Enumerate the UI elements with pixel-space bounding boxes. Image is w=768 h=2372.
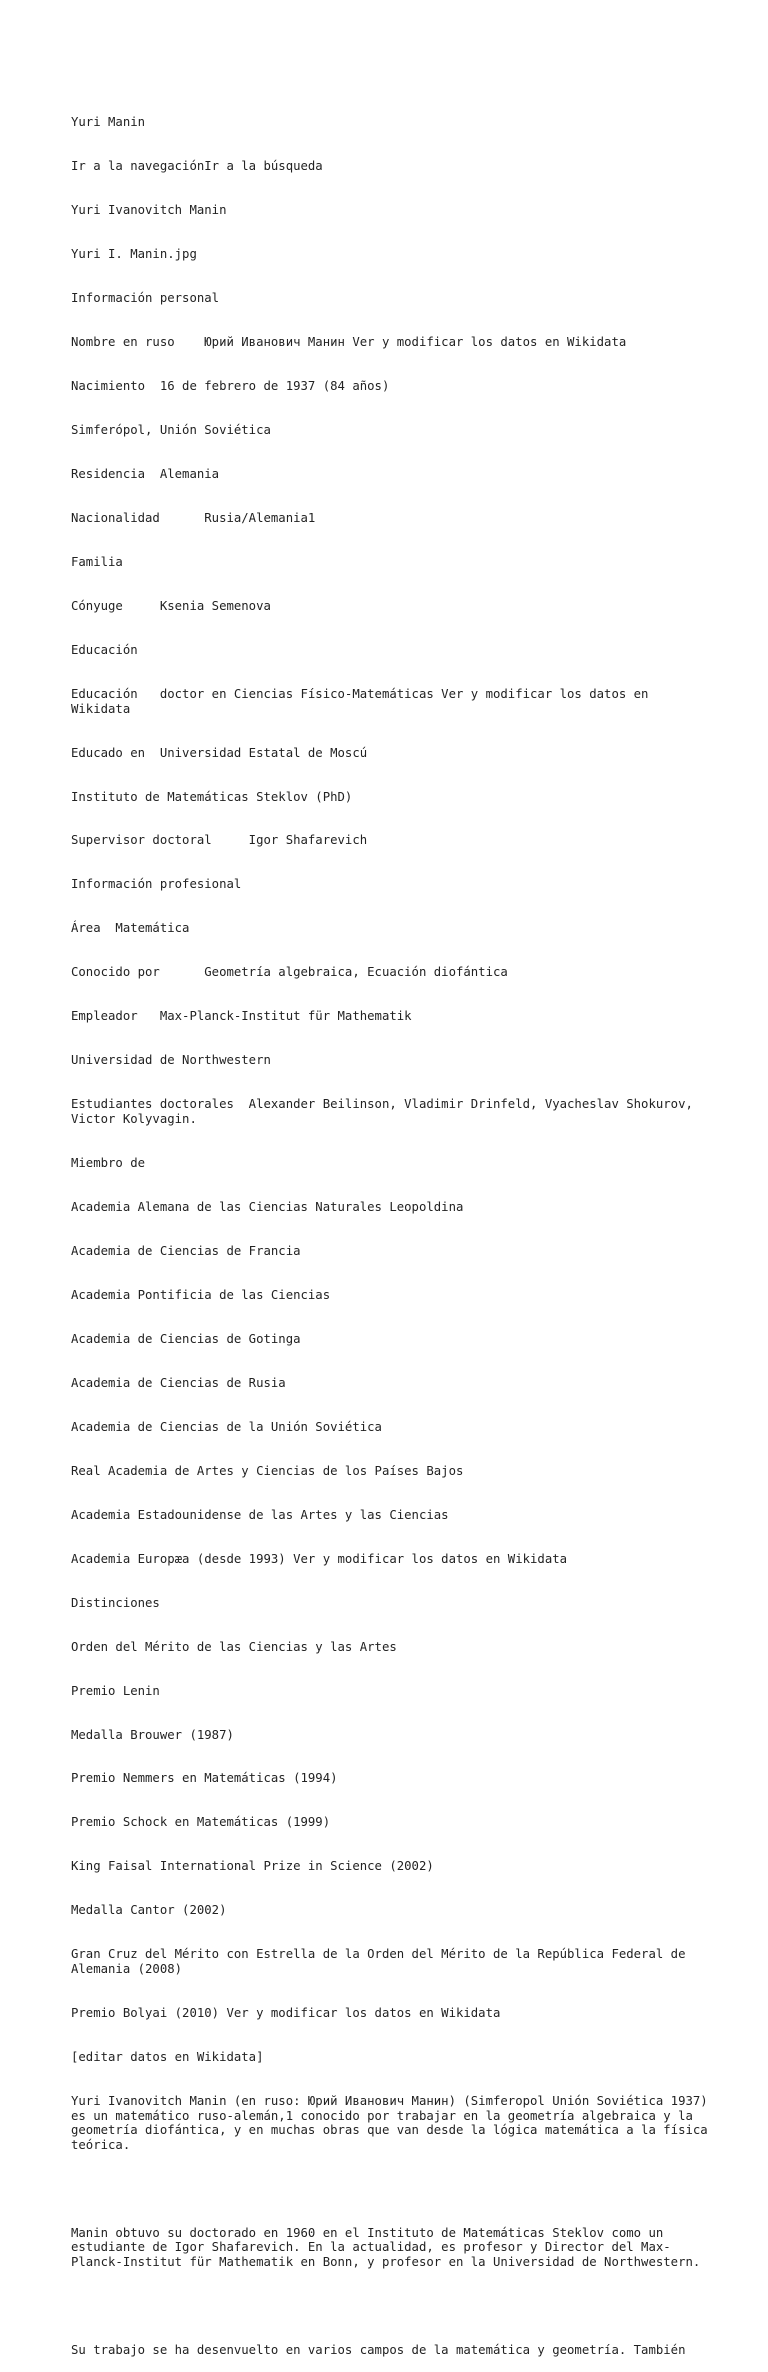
award-item: Premio Schock en Matemáticas (1999) xyxy=(71,1815,331,1830)
infobox-row-employer: Empleador Max-Planck-Institut für Mathematik xyxy=(71,1009,412,1024)
page-title: Yuri Manin xyxy=(71,115,146,130)
infobox-row-russian-name: Nombre en ruso Юрий Иванович Манин Ver y modificar los datos en Wikidata xyxy=(71,335,627,350)
membership-item: Academia Estadounidense de las Artes y las Ciencias xyxy=(71,1507,449,1522)
intro-paragraph: Yuri Ivanovitch Manin (en ruso: Юрий Иванович Манин) (Simferopol Unión Soviética 1937) es un matemático ruso-alemán,1 conocido por trabajar en la geometría algebraica y la geometría diofántica, y en muchas obras que van desde la lógica matemática a la física teórica. xyxy=(71,2093,716,2152)
infobox-row-employer-2: Universidad de Northwestern xyxy=(71,1053,271,1068)
infobox-row-field: Área Matemática xyxy=(71,921,190,936)
section-heading-distinctions: Distinciones xyxy=(71,1595,160,1610)
infobox-row-birth: Nacimiento 16 de febrero de 1937 (84 años) xyxy=(71,379,390,394)
document-body xyxy=(71,86,716,2372)
membership-item: Academia de Ciencias de Gotinga xyxy=(71,1331,301,1346)
infobox-row-doctoral-students: Estudiantes doctorales Alexander Beilinson, Vladimir Drinfeld, Vyacheslav Shokurov, Victor Kolyvagin. xyxy=(71,1097,701,1126)
infobox-row-known-for: Conocido por Geometría algebraica, Ecuación diofántica xyxy=(71,965,508,980)
skip-links[interactable]: Ir a la navegaciónIr a la búsqueda xyxy=(71,159,323,174)
section-heading-professional-info: Información profesional xyxy=(71,877,242,892)
membership-item: Academia Pontificia de las Ciencias xyxy=(71,1287,331,1302)
section-heading-education: Educación xyxy=(71,642,138,657)
membership-item: Real Academia de Artes y Ciencias de los Países Bajos xyxy=(71,1463,464,1478)
edit-wikidata-link[interactable]: [editar datos en Wikidata] xyxy=(71,2049,264,2064)
award-item: King Faisal International Prize in Science (2002) xyxy=(71,1859,434,1874)
infobox-row-educated-at-2: Instituto de Matemáticas Steklov (PhD) xyxy=(71,789,353,804)
award-item: Orden del Mérito de las Ciencias y las Artes xyxy=(71,1639,397,1654)
infobox-row-residence: Residencia Alemania xyxy=(71,467,220,482)
infobox-row-education: Educación doctor en Ciencias Físico-Matemáticas Ver y modificar los datos en Wikidata xyxy=(71,686,656,716)
work-paragraph: Su trabajo se ha desenvuelto en varios campos de la matemática y geometría. También xyxy=(71,2343,686,2358)
infobox-image-caption: Yuri I. Manin.jpg xyxy=(71,247,197,262)
section-heading-family: Familia xyxy=(71,555,123,569)
award-item: Premio Nemmers en Matemáticas (1994) xyxy=(71,1771,338,1786)
award-item: Premio Lenin xyxy=(71,1683,160,1698)
infobox-row-educated-at: Educado en Universidad Estatal de Moscú xyxy=(71,745,368,760)
award-item: Premio Bolyai (2010) Ver y modificar los datos en Wikidata xyxy=(71,2005,501,2020)
infobox-name: Yuri Ivanovitch Manin xyxy=(71,203,227,218)
section-heading-personal-info: Información personal xyxy=(71,291,220,306)
infobox-row-birthplace: Simferópol, Unión Soviética xyxy=(71,423,271,438)
membership-item: Academia de Ciencias de Rusia xyxy=(71,1375,286,1390)
career-paragraph: Manin obtuvo su doctorado en 1960 en el Instituto de Matemáticas Steklov como un estudiante de Igor Shafarevich. En la actualidad, es profesor y Director del Max-Planck-Institut für Mathematik en Bonn, y profesor en la Universidad de Northwestern. xyxy=(71,2225,701,2270)
membership-item: Academia Alemana de las Ciencias Naturales Leopoldina xyxy=(71,1199,464,1214)
award-item: Medalla Cantor (2002) xyxy=(71,1903,227,1918)
paragraph-spacer xyxy=(71,2299,711,2314)
section-heading-member-of: Miembro de xyxy=(71,1155,146,1170)
award-item: Gran Cruz del Mérito con Estrella de la Orden del Mérito de la República Federal de Alemania (2008) xyxy=(71,1947,693,1976)
award-item: Medalla Brouwer (1987) xyxy=(71,1727,234,1742)
paragraph-spacer xyxy=(71,2182,711,2197)
infobox-row-spouse: Cónyuge Ksenia Semenova xyxy=(71,598,271,613)
membership-item: Academia de Ciencias de Francia xyxy=(71,1243,301,1258)
membership-item: Academia de Ciencias de la Unión Soviética xyxy=(71,1419,382,1434)
membership-item: Academia Europæa (desde 1993) Ver y modificar los datos en Wikidata xyxy=(71,1551,568,1566)
infobox-row-doctoral-advisor: Supervisor doctoral Igor Shafarevich xyxy=(71,833,368,848)
infobox-row-nationality: Nacionalidad Rusia/Alemania1 xyxy=(71,511,316,526)
